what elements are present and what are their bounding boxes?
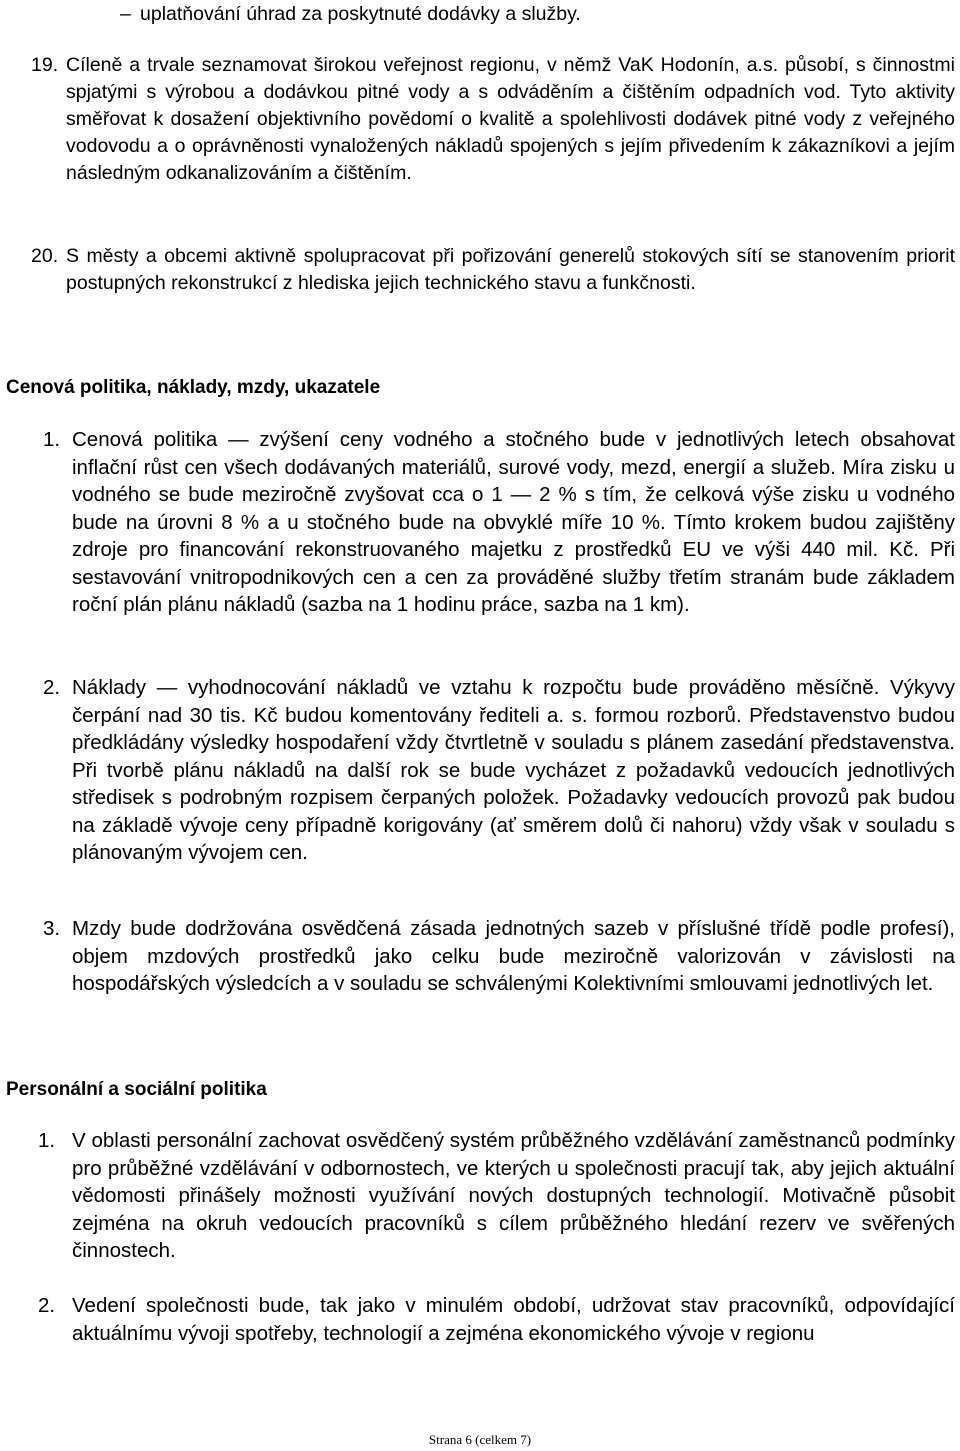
list-item-number: 1. bbox=[38, 1129, 56, 1152]
list-item-number: 2. bbox=[38, 1294, 56, 1317]
list-item-number: 3. bbox=[43, 917, 61, 940]
section-heading-price: Cenová politika, náklady, mzdy, ukazatele bbox=[6, 377, 381, 398]
list-item-text: Mzdy bude dodržována osvědčená zásada jednotných sazeb v příslušné třídě podle profesí), objem mzdových prostředků jako celku bude meziročně valorizován v závislosti na hospodářských výsledcích a v souladu se schválenými Kolektivními smlouvami jednotlivých let. bbox=[72, 917, 955, 995]
section-heading-personnel: Personální a sociální politika bbox=[6, 1079, 267, 1100]
list-item-text: V oblasti personální zachovat osvědčený systém průběžného vzdělávání zaměstnanců podmínky pro průběžné vzdělávání v odbornostech, ve kterých u společnosti pracují tak, aby jejich aktuální vědomosti přinášely možnosti využívání nových dostupných technologií. Motivačně působit zejména na okruh vedoucích pracovníků s cílem průběžného hledání rezerv ve svěřených činnostech. bbox=[72, 1129, 955, 1262]
list-item-text: Vedení společnosti bude, tak jako v minulém období, udržovat stav pracovníků, odpovídající aktuálnímu vývoji spotřeby, technologií a zejména ekonomického vývoje v regionu bbox=[72, 1294, 955, 1345]
list-item-number: 1. bbox=[43, 428, 61, 451]
list-item-text: Cíleně a trvale seznamovat širokou veřejnost regionu, v němž VaK Hodonín, a.s. působí, s činnostmi spjatými s výrobou a dodávkou pitné vody a s odváděním a čištěním odpadních vod. Tyto aktivity směřovat k dosažení objektivního povědomí o kvalitě a spolehlivosti dodávek pitné vody z veřejného vodovodu a o oprávněnosti vynaložených nákladů spojených s jejím přivedením k zákazníkovi a jejím následným odkanalizováním a čištěním. bbox=[66, 54, 955, 184]
list-item-text: Cenová politika — zvýšení ceny vodného a stočného bude v jednotlivých letech obsahovat inflační růst cen všech dodávaných materiálů, surové vody, mezd, energií a služeb. Míra zisku u vodného se bude meziročně zvyšovat cca o 1 — 2 % s tím, že celková výše zisku u vodného bude na úrovni 8 % a u stočného bude na obvyklé míře 10 %. Tímto krokem budou zajištěny zdroje pro financování rekonstruovaného majetku z prostředků EU ve výši 440 mil. Kč. Při sestavování vnitropodnikových cen a cen za prováděné služby třetím stranám bude základem roční plán plánu nákladů (sazba na 1 hodinu práce, sazba na 1 km). bbox=[72, 428, 955, 616]
top-bullet-marker: – bbox=[120, 3, 131, 25]
list-item-text: S městy a obcemi aktivně spolupracovat při pořizování generelů stokových sítí se stanovením priorit postupných rekonstrukcí z hlediska jejich technického stavu a funkčnosti. bbox=[66, 245, 955, 294]
list-item-number: 19. bbox=[31, 54, 59, 76]
page-footer: Strana 6 (celkem 7) bbox=[428, 1432, 532, 1447]
list-item-number: 20. bbox=[31, 245, 59, 267]
list-item-text: Náklady — vyhodnocování nákladů ve vztahu k rozpočtu bude prováděno měsíčně. Výkyvy čerpání nad 30 tis. Kč budou komentovány řediteli a. s. formou rozborů. Představenstvo budou předkládány výsledky hospodaření vždy čtvrtletně v souladu s plánem zasedání představenstva. Při tvorbě plánu nákladů na další rok se bude vycházet z požadavků vedoucích jednotlivých středisek s podrobným rozpisem čerpaných položek. Požadavky vedoucích provozů pak budou na základě vývoje ceny případně korigovány (ať směrem dolů či nahoru) vždy však v souladu s plánovaným vývojem cen. bbox=[72, 676, 955, 864]
top-bullet-text: uplatňování úhrad za poskytnuté dodávky a služby. bbox=[140, 3, 581, 25]
list-item-number: 2. bbox=[43, 676, 61, 699]
